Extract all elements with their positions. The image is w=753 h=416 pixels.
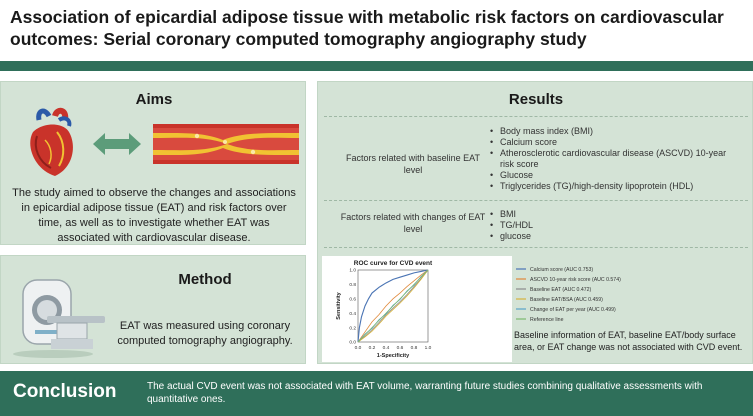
x-tick-label: 0.0	[354, 346, 362, 351]
conclusion-heading: Conclusion	[13, 381, 117, 402]
ct-scanner-icon	[11, 274, 111, 360]
roc-chart	[322, 256, 512, 362]
conclusion-band	[0, 371, 753, 416]
roc-note: Baseline information of EAT, baseline EAT/body surface area, or EAT change was not associated with CVD event.	[514, 330, 743, 352]
conclusion-text: The actual CVD event was not associated with EAT volume, warranting future studies combining qualitative assessments with quantitative ones.	[147, 381, 703, 405]
roc-legend	[514, 264, 748, 326]
baseline-factors-label: Factors related with baseline EAT level	[346, 153, 480, 175]
x-tick-label: 1.0	[424, 346, 432, 351]
y-tick-label: 0.8	[349, 283, 356, 289]
aims-heading: Aims	[135, 91, 173, 108]
results-divider	[324, 116, 748, 117]
x-tick-label: 0.2	[368, 346, 376, 351]
results-heading: Results	[508, 91, 564, 108]
list-item: • Glucose	[490, 170, 740, 181]
baseline-factors-list	[490, 126, 740, 192]
page-title: Association of epicardial adipose tissue with metabolic risk factors on cardiovascular outcomes: Serial coronary computed tomography angiography study	[10, 7, 724, 49]
chart-title: ROC curve for CVD event	[353, 260, 433, 267]
y-tick-label: 0.0	[349, 340, 356, 346]
list-item: • Body mass index (BMI)	[490, 126, 740, 137]
aims-panel	[0, 81, 306, 245]
list-item: • BMI	[490, 209, 740, 220]
heart-icon	[19, 106, 81, 180]
list-item: • TG/HDL	[490, 220, 740, 231]
roc-chart-container	[322, 256, 512, 362]
y-tick-label: 0.2	[349, 326, 356, 332]
y-tick-label: 0.6	[349, 297, 356, 303]
double-arrow-icon	[93, 132, 141, 156]
list-item: • Atherosclerotic cardiovascular disease (ASCVD) 10-year risk score	[490, 148, 740, 170]
legend-label: Baseline EAT/BSA (AUC 0.459)	[530, 297, 603, 303]
legend-label: Reference line	[530, 317, 564, 323]
list-item: • glucose	[490, 231, 740, 242]
list-item: • Triglycerides (TG)/high-density lipoprotein (HDL)	[490, 181, 740, 192]
method-heading: Method	[178, 271, 232, 288]
title-band	[0, 61, 753, 71]
method-panel	[0, 255, 306, 364]
artery-plaque-icon	[153, 124, 299, 164]
legend-label: Change of EAT per year (AUC 0.499)	[530, 307, 616, 313]
results-divider	[324, 200, 748, 201]
legend-label: ASCVD 10-year risk score (AUC 0.574)	[530, 277, 621, 283]
list-item: • Calcium score	[490, 137, 740, 148]
results-panel	[317, 81, 753, 364]
legend-label: Baseline EAT (AUC 0.472)	[530, 287, 592, 293]
x-tick-label: 0.6	[396, 346, 404, 351]
x-tick-label: 0.8	[410, 346, 418, 351]
change-factors-list	[490, 209, 740, 242]
x-tick-label: 0.4	[382, 346, 390, 351]
legend-label: Calcium score (AUC 0.753)	[530, 267, 594, 273]
y-axis-label: Sensitivity	[336, 292, 342, 320]
method-text: EAT was measured using coronary computed tomography angiography.	[117, 320, 293, 347]
y-tick-label: 1.0	[349, 268, 356, 274]
x-axis-label: 1-Specificity	[376, 353, 410, 359]
aims-text: The study aimed to observe the changes and associations in epicardial adipose tissue (EAT) and risk factors over time, as well as to investigate whether EAT was associated with cardiovascular disease.	[12, 187, 296, 244]
y-tick-label: 0.4	[349, 311, 356, 317]
results-divider	[324, 247, 748, 248]
change-factors-label: Factors related with changes of EAT level	[340, 212, 486, 234]
